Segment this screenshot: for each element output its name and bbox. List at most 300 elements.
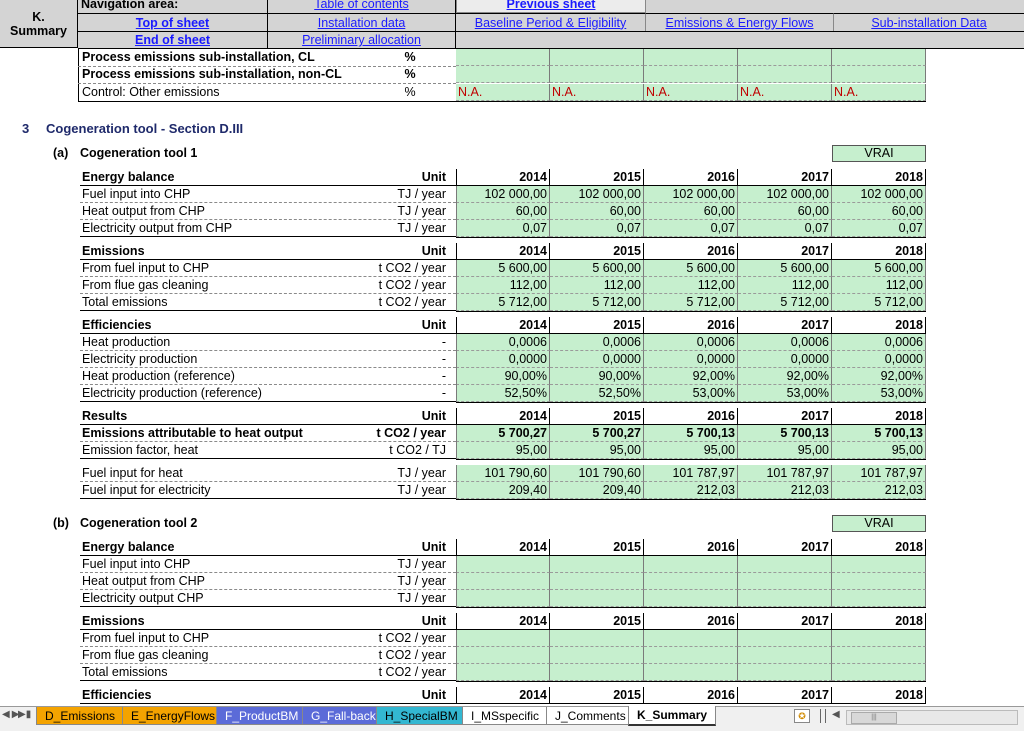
value-cell[interactable]: 60,00 xyxy=(550,203,644,220)
block-bottom-border xyxy=(456,237,926,238)
value-cell[interactable]: 95,00 xyxy=(550,442,644,459)
summary-title-cell xyxy=(0,0,78,48)
value-cell[interactable] xyxy=(456,590,550,607)
row-label: Electricity production xyxy=(82,352,198,366)
value-left-border xyxy=(456,573,457,590)
value-cell[interactable] xyxy=(456,573,550,590)
row-label: Electricity output CHP xyxy=(82,591,204,605)
row-label: Total emissions xyxy=(82,295,168,309)
value-cell[interactable]: 0,0006 xyxy=(456,334,550,351)
row-label: Fuel input into CHP xyxy=(82,557,191,571)
value-cell[interactable]: 0,0000 xyxy=(832,351,926,368)
value-cell[interactable]: 0,0006 xyxy=(738,334,832,351)
value-cell[interactable]: 5 712,00 xyxy=(832,294,926,311)
value-cell[interactable]: 95,00 xyxy=(832,442,926,459)
value-cell[interactable] xyxy=(550,556,644,573)
year-header: 2014 xyxy=(456,539,550,555)
value-cell[interactable] xyxy=(456,647,550,664)
row-divider xyxy=(80,680,456,681)
value-cell[interactable]: 101 787,97 xyxy=(644,465,738,482)
insert-sheet-icon[interactable]: ✪ xyxy=(794,709,810,723)
year-header-border xyxy=(456,169,457,185)
row-unit: t CO2 / year xyxy=(378,665,446,679)
row-unit: t CO2 / year xyxy=(378,648,446,662)
value-cell[interactable] xyxy=(644,664,738,681)
installation-data-link[interactable]: Installation data xyxy=(317,15,406,30)
left-border xyxy=(78,49,79,102)
row-label: Heat output from CHP xyxy=(82,574,205,588)
value-cell[interactable] xyxy=(550,630,644,647)
year-header: 2017 xyxy=(738,687,832,703)
value-cell[interactable]: 0,0000 xyxy=(738,351,832,368)
year-header-border xyxy=(456,317,457,333)
value-cell[interactable]: 60,00 xyxy=(644,203,738,220)
value-cell[interactable]: 52,50% xyxy=(456,385,550,402)
value-cell[interactable]: N.A. xyxy=(550,84,644,101)
value-cell[interactable]: 92,00% xyxy=(644,368,738,385)
value-left-border xyxy=(456,186,457,203)
year-header: 2016 xyxy=(644,169,738,185)
sheet-tab-i-msspecific[interactable]: I_MSspecific xyxy=(462,707,552,725)
year-header: 2016 xyxy=(644,317,738,333)
value-left-border xyxy=(456,260,457,277)
value-left-border xyxy=(456,465,457,482)
value-cell[interactable]: 112,00 xyxy=(832,277,926,294)
sheet-tab-d-emissions[interactable]: D_Emissions xyxy=(36,707,128,725)
row-unit: TJ / year xyxy=(397,591,446,605)
value-cell[interactable] xyxy=(550,66,644,83)
value-left-border xyxy=(456,220,457,237)
value-left-border xyxy=(456,590,457,607)
top-of-sheet-link[interactable]: Top of sheet xyxy=(135,15,210,30)
value-cell[interactable] xyxy=(738,49,832,66)
value-cell[interactable]: 92,00% xyxy=(738,368,832,385)
value-cell[interactable]: 5 600,00 xyxy=(456,260,550,277)
year-header-border xyxy=(456,687,457,703)
value-cell[interactable]: 0,0006 xyxy=(832,334,926,351)
row-unit: TJ / year xyxy=(397,204,446,218)
row-unit: t CO2 / year xyxy=(378,295,446,309)
row-divider xyxy=(80,498,456,499)
value-cell[interactable]: 60,00 xyxy=(738,203,832,220)
value-cell[interactable]: 95,00 xyxy=(738,442,832,459)
block-header: Efficiencies xyxy=(82,688,152,702)
year-header: 2016 xyxy=(644,687,738,703)
row-unit: t CO2 / TJ xyxy=(389,443,446,457)
value-cell[interactable]: N.A. xyxy=(832,84,926,101)
value-cell[interactable]: 212,03 xyxy=(832,482,926,499)
unit-header: Unit xyxy=(421,244,446,258)
value-left-border xyxy=(456,482,457,499)
value-cell[interactable] xyxy=(456,630,550,647)
summary-title-line1: K. xyxy=(32,9,45,24)
value-cell[interactable]: 5 712,00 xyxy=(738,294,832,311)
value-cell[interactable]: N.A. xyxy=(456,84,550,101)
value-cell[interactable]: 101 787,97 xyxy=(832,465,926,482)
year-header: 2016 xyxy=(644,613,738,629)
value-left-border xyxy=(456,664,457,681)
scroll-left-icon[interactable]: ◀ xyxy=(832,709,840,720)
section-number: 3 xyxy=(22,121,30,136)
value-cell[interactable]: 5 712,00 xyxy=(644,294,738,311)
block-header: Results xyxy=(82,409,128,423)
value-cell[interactable] xyxy=(738,556,832,573)
year-header: 2017 xyxy=(738,169,832,185)
value-cell[interactable] xyxy=(738,590,832,607)
block-header: Energy balance xyxy=(82,170,175,184)
baseline-cell xyxy=(456,13,646,31)
year-header: 2018 xyxy=(832,613,926,629)
row-label: Total emissions xyxy=(82,665,168,679)
value-cell[interactable]: 102 000,00 xyxy=(832,186,926,203)
value-left-border xyxy=(456,647,457,664)
year-header: 2015 xyxy=(550,317,644,333)
row-unit: - xyxy=(441,369,446,383)
value-cell[interactable]: 101 790,60 xyxy=(456,465,550,482)
previous-sheet-cell xyxy=(456,0,646,13)
row-label: Fuel input for heat xyxy=(82,466,183,480)
sheet-tab-k-summary[interactable]: K_Summary xyxy=(628,706,716,726)
preliminary-allocation-cell xyxy=(268,31,456,49)
row-unit: t CO2 / year xyxy=(378,261,446,275)
value-cell[interactable] xyxy=(456,556,550,573)
value-left-border xyxy=(456,385,457,402)
value-left-border xyxy=(456,368,457,385)
tool-flag-cell: VRAI xyxy=(832,145,926,162)
value-cell[interactable]: 5 712,00 xyxy=(550,294,644,311)
value-cell[interactable] xyxy=(832,556,926,573)
tool-flag-cell: VRAI xyxy=(832,515,926,532)
value-cell[interactable]: 209,40 xyxy=(456,482,550,499)
row-divider xyxy=(80,401,456,402)
year-header: 2014 xyxy=(456,169,550,185)
value-cell[interactable]: 5 700,27 xyxy=(550,425,644,442)
row-label: Electricity production (reference) xyxy=(82,386,262,400)
year-header: 2014 xyxy=(456,243,550,259)
year-header: 2018 xyxy=(832,539,926,555)
last-sheet-icon[interactable]: ▶▮ xyxy=(18,709,32,720)
year-header: 2015 xyxy=(550,408,644,424)
table-bottom-border xyxy=(456,101,926,102)
block-bottom-border xyxy=(456,499,926,500)
scrollbar-thumb[interactable]: ||| xyxy=(851,712,897,724)
value-cell[interactable] xyxy=(738,66,832,83)
year-header: 2018 xyxy=(832,687,926,703)
value-cell[interactable] xyxy=(644,556,738,573)
value-cell[interactable]: 209,40 xyxy=(550,482,644,499)
value-cell[interactable] xyxy=(644,66,738,83)
value-cell[interactable]: 0,07 xyxy=(456,220,550,237)
value-cell[interactable]: 0,07 xyxy=(832,220,926,237)
row-label: Process emissions sub-installation, CL xyxy=(82,50,315,64)
block-bottom-border xyxy=(456,607,926,608)
block-header: Emissions xyxy=(82,614,145,628)
value-cell[interactable] xyxy=(738,647,832,664)
value-cell[interactable]: 0,07 xyxy=(738,220,832,237)
block-bottom-border xyxy=(456,681,926,682)
unit-header: Unit xyxy=(421,170,446,184)
value-cell[interactable]: 5 600,00 xyxy=(550,260,644,277)
value-cell[interactable] xyxy=(644,630,738,647)
value-cell[interactable] xyxy=(832,573,926,590)
row-unit: t CO2 / year xyxy=(376,426,446,440)
subinstallation-cell xyxy=(834,13,1024,31)
sheet-tab-j-comments[interactable]: J_Comments xyxy=(546,707,634,725)
value-cell[interactable] xyxy=(832,49,926,66)
value-left-border xyxy=(456,203,457,220)
year-header-border xyxy=(456,539,457,555)
tool-letter: (b) xyxy=(53,516,69,530)
end-of-sheet-link[interactable]: End of sheet xyxy=(134,33,210,47)
value-left-border xyxy=(456,556,457,573)
row-label: Heat production xyxy=(82,335,171,349)
row-unit: TJ / year xyxy=(397,187,446,201)
row-divider xyxy=(80,458,456,459)
value-cell[interactable]: 5 700,13 xyxy=(644,425,738,442)
row-unit: - xyxy=(441,335,446,349)
row-divider xyxy=(78,101,456,102)
row-unit: TJ / year xyxy=(397,574,446,588)
value-cell[interactable]: 90,00% xyxy=(550,368,644,385)
row-label: Process emissions sub-installation, non-CL xyxy=(82,67,342,81)
row-unit: - xyxy=(441,352,446,366)
emissions-flows-cell xyxy=(646,13,834,31)
value-cell[interactable]: 95,00 xyxy=(644,442,738,459)
value-cell[interactable]: 0,0000 xyxy=(456,351,550,368)
value-cell[interactable]: 5 712,00 xyxy=(456,294,550,311)
block-header: Energy balance xyxy=(82,540,175,554)
value-cell[interactable] xyxy=(832,66,926,83)
horizontal-scrollbar[interactable] xyxy=(846,710,1018,725)
year-header: 2015 xyxy=(550,613,644,629)
previous-sheet-link[interactable]: Previous sheet xyxy=(506,0,596,11)
value-cell[interactable] xyxy=(644,49,738,66)
subinstallation-data-link[interactable]: Sub-installation Data xyxy=(871,15,987,30)
year-header: 2017 xyxy=(738,539,832,555)
value-cell[interactable] xyxy=(832,590,926,607)
year-header: 2016 xyxy=(644,408,738,424)
value-left-border xyxy=(456,351,457,368)
row-label: Fuel input for electricity xyxy=(82,483,211,497)
value-cell[interactable]: 102 000,00 xyxy=(456,186,550,203)
row-label: From fuel input to CHP xyxy=(82,261,210,275)
unit-header: Unit xyxy=(421,409,446,423)
value-cell[interactable]: 92,00% xyxy=(832,368,926,385)
installation-data-cell xyxy=(268,13,456,31)
value-cell[interactable]: 0,0000 xyxy=(644,351,738,368)
toc-link-cell xyxy=(268,0,456,13)
row-unit: TJ / year xyxy=(397,483,446,497)
row-divider xyxy=(80,236,456,237)
block-bottom-border xyxy=(456,311,926,312)
value-cell[interactable]: N.A. xyxy=(644,84,738,101)
sheet-tab-f-productbm[interactable]: F_ProductBM xyxy=(216,707,308,725)
value-cell[interactable]: 102 000,00 xyxy=(644,186,738,203)
value-cell[interactable]: 101 787,97 xyxy=(738,465,832,482)
row-unit: TJ / year xyxy=(397,557,446,571)
year-header: 2017 xyxy=(738,317,832,333)
nav-blank-top xyxy=(646,0,1024,13)
year-header: 2018 xyxy=(832,169,926,185)
row-unit: TJ / year xyxy=(397,221,446,235)
unit-header: Unit xyxy=(421,540,446,554)
year-header: 2017 xyxy=(738,408,832,424)
value-cell[interactable]: 112,00 xyxy=(644,277,738,294)
tool-title: Cogeneration tool 1 xyxy=(80,146,198,160)
value-cell[interactable] xyxy=(832,630,926,647)
year-header: 2018 xyxy=(832,317,926,333)
value-cell[interactable]: 0,07 xyxy=(644,220,738,237)
row-unit: % xyxy=(404,50,416,64)
header-underline xyxy=(80,703,926,704)
value-cell[interactable] xyxy=(550,573,644,590)
value-cell[interactable]: 5 600,00 xyxy=(738,260,832,277)
year-header: 2015 xyxy=(550,169,644,185)
value-cell[interactable]: 5 700,27 xyxy=(456,425,550,442)
sheet-tab-h-specialbm[interactable]: H_SpecialBM xyxy=(376,707,468,725)
row-divider xyxy=(80,606,456,607)
row-unit: TJ / year xyxy=(397,466,446,480)
value-cell[interactable] xyxy=(456,49,550,66)
row-label: Heat output from CHP xyxy=(82,204,205,218)
tool-title: Cogeneration tool 2 xyxy=(80,516,198,530)
value-cell[interactable] xyxy=(456,66,550,83)
value-cell[interactable]: 60,00 xyxy=(456,203,550,220)
value-cell[interactable] xyxy=(456,664,550,681)
value-left-border xyxy=(456,334,457,351)
tool-letter: (a) xyxy=(53,146,69,160)
value-cell[interactable]: 95,00 xyxy=(456,442,550,459)
value-cell[interactable]: 5 600,00 xyxy=(832,260,926,277)
value-cell[interactable] xyxy=(832,664,926,681)
value-cell[interactable]: 0,0006 xyxy=(644,334,738,351)
row-unit: t CO2 / year xyxy=(378,631,446,645)
value-cell[interactable] xyxy=(832,647,926,664)
value-cell[interactable]: 101 790,60 xyxy=(550,465,644,482)
row-label: Fuel input into CHP xyxy=(82,187,191,201)
value-cell[interactable]: 112,00 xyxy=(456,277,550,294)
end-of-sheet-cell xyxy=(78,31,268,49)
sheet-tab-e-energyflows[interactable]: E_EnergyFlows xyxy=(122,707,222,725)
year-header-border xyxy=(456,408,457,424)
value-cell[interactable]: N.A. xyxy=(738,84,832,101)
value-left-border xyxy=(456,277,457,294)
row-unit: t CO2 / year xyxy=(378,278,446,292)
nav-blank-bottom xyxy=(456,31,1024,49)
sheet-tab-g-fall-back[interactable]: G_Fall-back xyxy=(302,707,382,725)
value-cell[interactable]: 53,00% xyxy=(832,385,926,402)
year-header: 2015 xyxy=(550,243,644,259)
emissions-energy-flows-link[interactable]: Emissions & Energy Flows xyxy=(665,15,814,30)
row-label: From flue gas cleaning xyxy=(82,648,209,662)
value-cell[interactable] xyxy=(738,664,832,681)
preliminary-allocation-link[interactable]: Preliminary allocation xyxy=(302,33,421,47)
row-divider xyxy=(80,310,456,311)
row-label: From fuel input to CHP xyxy=(82,631,210,645)
value-cell[interactable]: 60,00 xyxy=(832,203,926,220)
value-cell[interactable] xyxy=(550,49,644,66)
year-header: 2015 xyxy=(550,687,644,703)
value-cell[interactable] xyxy=(644,647,738,664)
row-label: Electricity output from CHP xyxy=(82,221,233,235)
table-of-contents-link[interactable]: Table of contents xyxy=(314,0,409,11)
row-unit: % xyxy=(404,85,416,99)
year-header: 2014 xyxy=(456,687,550,703)
value-cell[interactable]: 53,00% xyxy=(738,385,832,402)
value-cell[interactable] xyxy=(644,573,738,590)
value-cell[interactable] xyxy=(550,647,644,664)
year-header: 2017 xyxy=(738,613,832,629)
row-label: From flue gas cleaning xyxy=(82,278,209,292)
summary-title-line2: Summary xyxy=(10,23,67,38)
value-cell[interactable]: 0,07 xyxy=(550,220,644,237)
value-cell[interactable]: 53,00% xyxy=(644,385,738,402)
block-bottom-border xyxy=(456,459,926,460)
year-header: 2016 xyxy=(644,243,738,259)
value-cell[interactable]: 90,00% xyxy=(456,368,550,385)
year-header-border xyxy=(456,613,457,629)
value-cell[interactable]: 102 000,00 xyxy=(550,186,644,203)
value-cell[interactable]: 212,03 xyxy=(738,482,832,499)
year-header: 2018 xyxy=(832,243,926,259)
first-sheet-icon[interactable]: ◀ ▶ xyxy=(2,709,20,720)
value-cell[interactable]: 112,00 xyxy=(550,277,644,294)
block-bottom-border xyxy=(456,402,926,403)
value-cell[interactable]: 5 600,00 xyxy=(644,260,738,277)
year-header-border xyxy=(456,243,457,259)
year-header: 2014 xyxy=(456,613,550,629)
block-header: Emissions xyxy=(82,244,145,258)
unit-header: Unit xyxy=(421,318,446,332)
value-cell[interactable] xyxy=(550,664,644,681)
value-left-border xyxy=(456,442,457,459)
tab-scroll-splitter[interactable] xyxy=(820,709,826,723)
value-cell[interactable]: 5 700,13 xyxy=(832,425,926,442)
value-cell[interactable] xyxy=(550,590,644,607)
year-header: 2017 xyxy=(738,243,832,259)
nav-area-label: Navigation area: xyxy=(78,0,268,13)
year-header: 2016 xyxy=(644,539,738,555)
value-cell[interactable] xyxy=(644,590,738,607)
row-label: Heat production (reference) xyxy=(82,369,235,383)
year-header: 2014 xyxy=(456,408,550,424)
unit-header: Unit xyxy=(421,688,446,702)
unit-header: Unit xyxy=(421,614,446,628)
block-header: Efficiencies xyxy=(82,318,152,332)
value-cell[interactable]: 5 700,13 xyxy=(738,425,832,442)
value-cell[interactable]: 102 000,00 xyxy=(738,186,832,203)
value-cell[interactable]: 0,0000 xyxy=(550,351,644,368)
value-cell[interactable] xyxy=(738,573,832,590)
year-header: 2015 xyxy=(550,539,644,555)
value-left-border xyxy=(456,425,457,442)
value-cell[interactable]: 112,00 xyxy=(738,277,832,294)
value-left-border xyxy=(456,630,457,647)
row-label: Emission factor, heat xyxy=(82,443,199,457)
section-title: Cogeneration tool - Section D.III xyxy=(46,121,244,136)
value-left-border xyxy=(456,294,457,311)
value-cell[interactable]: 0,0006 xyxy=(550,334,644,351)
row-unit: % xyxy=(404,67,416,81)
top-of-sheet-cell xyxy=(78,13,268,31)
value-cell[interactable]: 52,50% xyxy=(550,385,644,402)
row-label: Emissions attributable to heat output xyxy=(82,426,303,440)
row-label: Control: Other emissions xyxy=(82,85,220,99)
value-cell[interactable] xyxy=(738,630,832,647)
row-unit: - xyxy=(441,386,446,400)
value-cell[interactable]: 212,03 xyxy=(644,482,738,499)
baseline-period-link[interactable]: Baseline Period & Eligibility xyxy=(474,15,627,30)
